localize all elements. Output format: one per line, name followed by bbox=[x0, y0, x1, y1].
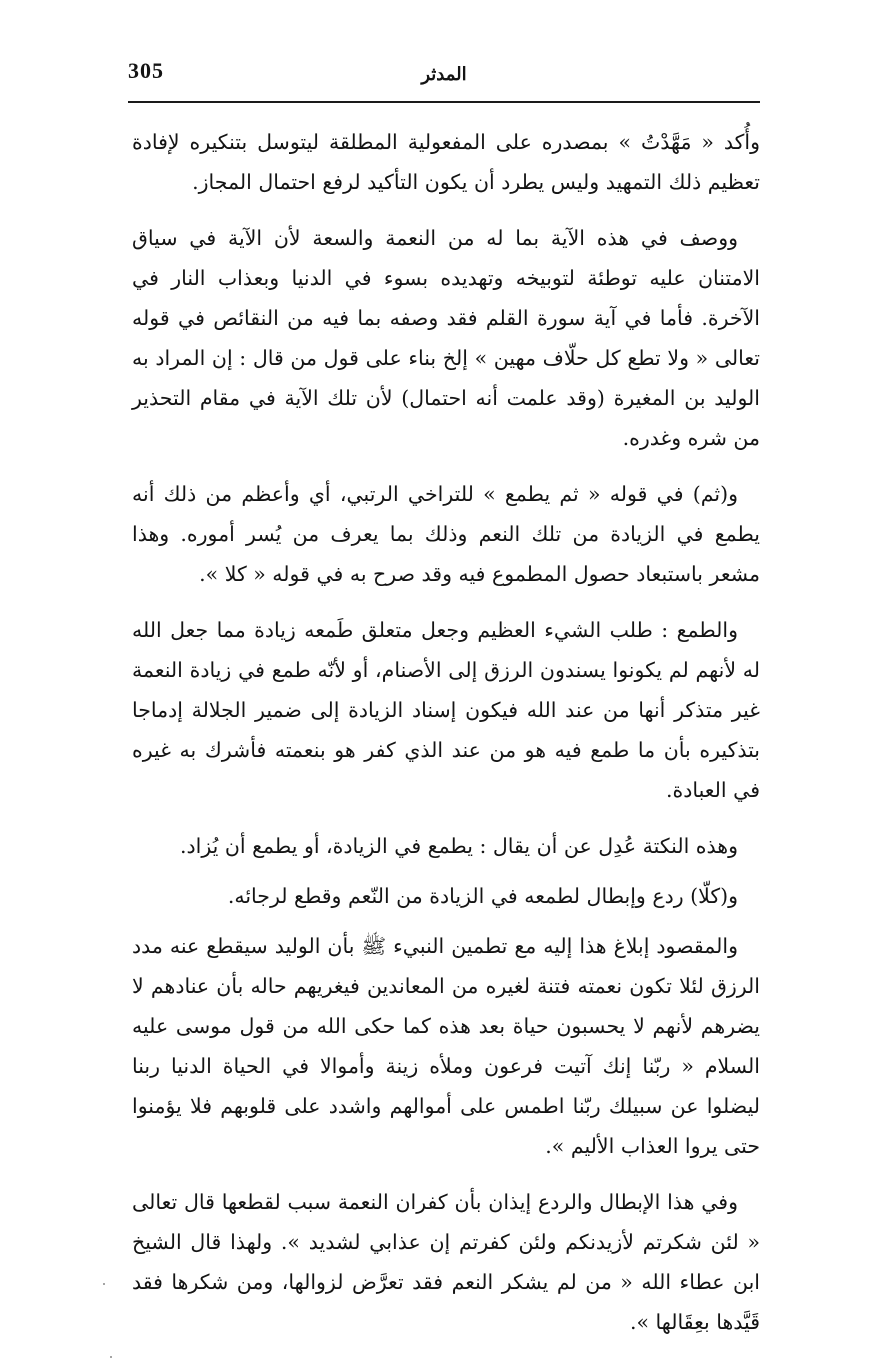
paragraph-7: والمقصود إبلاغ هذا إليه مع تطمين النبيء ﷺ بأن الوليد سيقطع عنه مدد الرزق لئلا تكون نعمته فتنة لغيره من المعاندين فيغريهم حاله بأن عنادهم لا يضرهم لأنهم لا يحسبون حياة بعد هذه كما حكى الله من قول موسى عليه السلام « ربّنا إنك آتيت فرعون وملأه زينة وأموالا في الحياة الدنيا ربنا ليضلوا عن سبيلك ربّنا اطمس على أموالهم واشدد على قلوبهم فلا يؤمنوا حتى يروا العذاب الأليم ». bbox=[132, 934, 760, 1158]
paragraph-6: و(كلّا) ردع وإبطال لطمعه في الزيادة من النّعم وقطع لرجائه. bbox=[227, 884, 738, 908]
scan-speck bbox=[110, 1356, 112, 1358]
paragraph-8: وفي هذا الإبطال والردع إيذان بأن كفران النعمة سبب لقطعها قال تعالى « لئن شكرتم لأزيدنكم ولئن كفرتم إن عذابي لشديد ». ولهذا قال الشيخ ابن عطاء الله « من لم يشكر النعم فقد تعرَّض لزوالها، ومن شكرها فقد قَيَّدها بعِقَالها ». bbox=[132, 1190, 760, 1334]
page-number: 305 bbox=[128, 58, 164, 83]
running-title: المدثر bbox=[421, 64, 467, 85]
paragraph-1: وأُكد « مَهَّدْتُ » بمصدره على المفعولية المطلقة ليتوسل بتنكيره لإفادة تعظيم ذلك التمهيد وليس يطرد أن يكون التأكيد لرفع احتمال المجاز. bbox=[132, 130, 760, 194]
header-divider bbox=[128, 101, 760, 103]
scan-speck bbox=[103, 1283, 105, 1285]
paragraph-4: والطمع : طلب الشيء العظيم وجعل متعلق طَمعه زيادة مما جعل الله له لأنهم لم يكونوا يسندون الرزق إلى الأصنام، أو لأنّه طمع في زيادة النعمة غير متذكر أنها من عند الله فيكون إسناد الزيادة إلى ضمير الجلالة إدماجا بتذكيره بأن ما طمع فيه هو من عند الذي كفر هو بنعمته فأشرك به غيره في العبادة. bbox=[132, 618, 760, 802]
page-header bbox=[128, 58, 760, 98]
paragraph-3: و(ثم) في قوله « ثم يطمع » للتراخي الرتبي، أي وأعظم من ذلك أنه يطمع في الزيادة من تلك النعم وذلك بما يعرف من يُسر أموره. وهذا مشعر باستبعاد حصول المطموع فيه وقد صرح به في قوله « كلا ». bbox=[132, 482, 760, 586]
body-text bbox=[132, 122, 760, 1358]
paragraph-2: ووصف في هذه الآية بما له من النعمة والسعة لأن الآية في سياق الامتنان عليه توطئة لتوبيخه وتهديده بسوء في الدنيا وبعذاب النار في الآخرة. فأما في آية سورة القلم فقد وصفه بما فيه من النقائص في قوله تعالى « ولا تطع كل حلّاف مهين » إلخ بناء على قول من قال : إن المراد به الوليد بن المغيرة (وقد علمت أنه احتمال) لأن تلك الآية في مقام التحذير من شره وغدره. bbox=[132, 226, 760, 450]
paragraph-5: وهذه النكتة عُدِل عن أن يقال : يطمع في الزيادة، أو يطمع أن يُزاد. bbox=[180, 834, 738, 858]
